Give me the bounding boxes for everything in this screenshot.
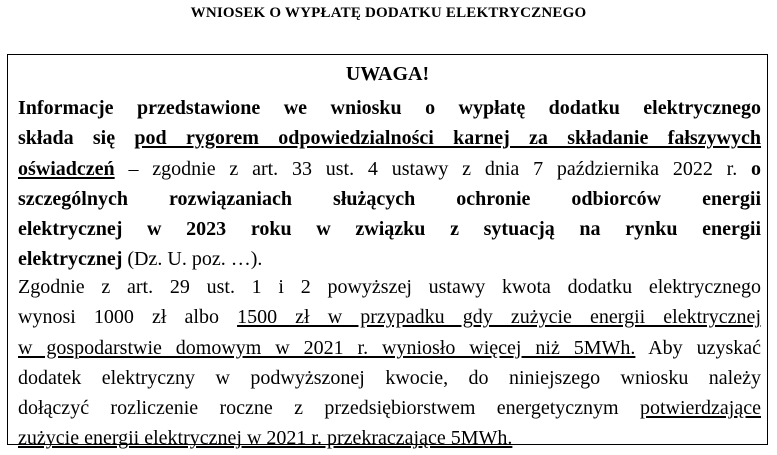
- allowance-amount-paragraph: [18, 272, 761, 454]
- underlined-text: potwierdzające: [639, 397, 761, 420]
- underlined-bold-text: pod rygorem odpowiedzialności karnej za składanie fałszywych: [134, 127, 761, 150]
- regular-text: (Dz. U. poz. …).: [122, 248, 263, 271]
- paragraph2-line2: [18, 302, 761, 332]
- notice-box: [7, 54, 768, 450]
- regular-text: dołączyć rozliczenie roczne z przedsiębiorstwem energetycznym: [18, 397, 640, 420]
- paragraph1-line2: [18, 123, 761, 153]
- document-title: WNIOSEK O WYPŁATĘ DODATKU ELEKTRYCZNEGO: [190, 5, 587, 21]
- regular-text: – zgodnie z art. 33 ust. 4 ustawy z dnia 7 października 2022 r.: [114, 157, 751, 180]
- paragraph2-line5: [18, 393, 761, 423]
- bold-text: o: [751, 157, 761, 180]
- paragraph2-line4: dodatek elektryczny w podwyższonej kwocie, do niniejszego wniosku należy: [18, 366, 761, 389]
- underlined-text: zużycie energii elektrycznej w 2021 r. przekraczające 5MWh.: [18, 427, 513, 450]
- paragraph1-line1: Informacje przedstawione we wniosku o wypłatę dodatku elektrycznego: [18, 97, 761, 119]
- liability-warning-paragraph: [18, 93, 761, 275]
- paragraph1-line4: szczególnych rozwiązaniach służących ochronie odbiorców energii: [18, 187, 761, 210]
- paragraph1-line3: [18, 154, 761, 184]
- paragraph2-line1: Zgodnie z art. 29 ust. 1 i 2 powyższej ustawy kwota dodatku elektrycznego: [18, 276, 761, 298]
- underlined-text: w gospodarstwie domowym w 2021 r. wyniosło więcej niż 5MWh.: [18, 336, 636, 359]
- paragraph2-line3: [18, 333, 761, 363]
- notice-heading: UWAGA!: [345, 63, 430, 85]
- paragraph2-line6: [18, 423, 761, 453]
- paragraph1-line5: elektrycznej w 2023 roku w związku z sytuacją na rynku energii: [18, 218, 761, 241]
- bold-text: składa się: [18, 127, 135, 150]
- paragraph1-line6: [18, 244, 761, 274]
- underlined-text: 1500 zł w przypadku gdy zużycie energii elektrycznej: [237, 306, 761, 329]
- regular-text: wynosi 1000 zł albo: [18, 306, 238, 329]
- bold-text: elektrycznej: [18, 248, 123, 271]
- underlined-bold-text: oświadczeń: [18, 157, 115, 180]
- regular-text: Aby uzyskać: [635, 336, 761, 359]
